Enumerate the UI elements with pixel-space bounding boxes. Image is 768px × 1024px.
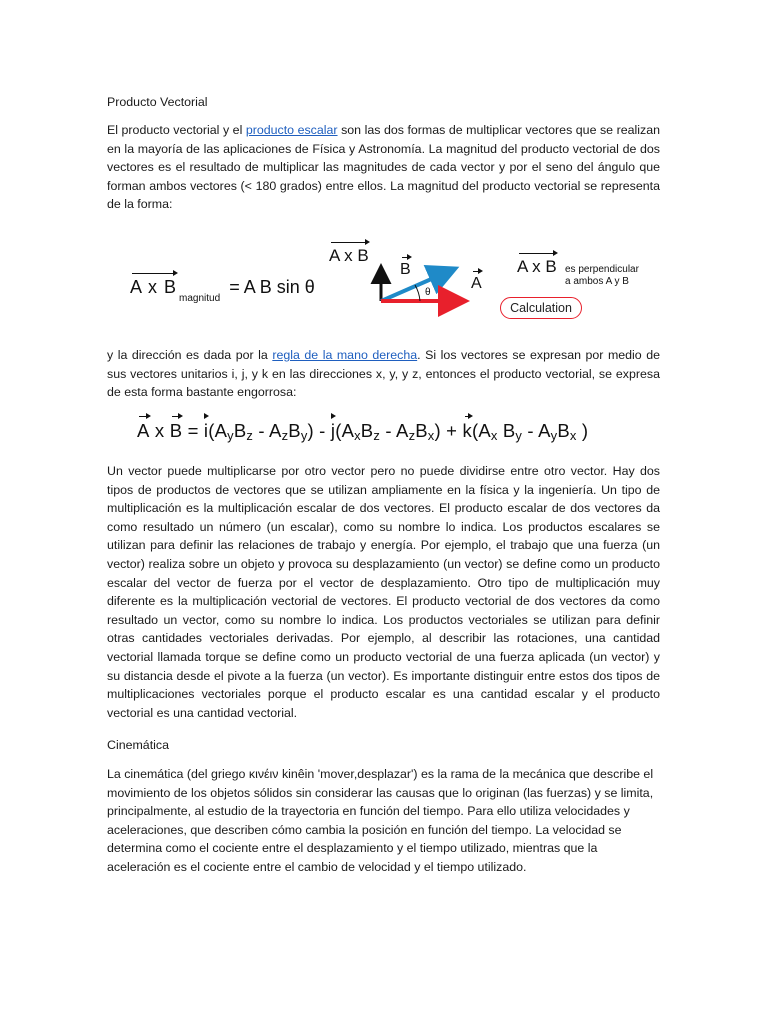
diagram-axb-label: A x B bbox=[329, 246, 369, 265]
vector-b-arrow bbox=[381, 270, 452, 301]
perpendicular-note: es perpendicular a ambos A y B bbox=[565, 264, 639, 287]
calculation-button[interactable] bbox=[500, 297, 582, 319]
component-formula: A x $B = i(A_yB_z - A_zB_y) - j(A_xB_z - A_zB_x) + k(A_x$ $B_y - A_yB_x$ ) bbox=[137, 420, 589, 443]
products-paragraph: Un vector puede multiplicarse por otro vector pero no puede dividirse entre otro vector. Hay dos tipos de productos de vectores que se utilizan ampliamente en la física y la ingeniería. Un tipo de multiplicación es la multiplicación escalar de dos vectores. El producto escalar de dos vectores da como resultado un número (un escalar), como su nombre lo indica. Los productos escalares se utilizan para definir las relaciones de trabajo y energía. Por ejemplo, el trabajo que una fuerza (un vector) realiza sobre un objeto y provoca su desplazamiento (un vector) se define como un producto escalar del vector de fuerza por el vector de desplazamiento. Otro tipo de multiplicación muy diferente es la multiplicación vectorial de vectores. El producto vectorial de dos vectores da como resultado un vector, como su nombre lo indica. Los productos vectoriales se utilizan para definir otras cantidades vectoriales derivadas. Por ejemplo, al describir las rotaciones, una cantidad vectorial llamada torque se define como un producto vectorial de una fuerza aplicada (un vector) y su distancia desde el pivote a la fuerza (un vector). Es importante distinguir entre estos dos tipos de multiplicaciones vectoriales porque el producto escalar es una cantidad escalar y el producto vectorial es una cantidad vectorial. bbox=[107, 464, 660, 720]
page-title: Producto Vectorial bbox=[107, 95, 208, 109]
angle-arc bbox=[415, 285, 420, 301]
diagram-theta-label: θ bbox=[425, 287, 431, 298]
cinematica-paragraph: La cinemática (del griego κινέιν kinêin 'mover,desplazar') es la rama de la mecánica que describe el movimiento de los objetos sólidos sin considerar las causas que lo originan (las fuerzas) y se limita, principalmente, al estudio de la trayectoria en función del tiempo. Para ello utiliza velocidades y aceleraciones, que describen cómo cambia la posición en función del tiempo. La velocidad se determina como el cociente entre el desplazamiento y el tiempo utilizado, mientras que la aceleración es el cociente entre el cambio de velocidad y el tiempo utilizado. bbox=[107, 767, 654, 874]
intro-text-start: El producto vectorial y el bbox=[107, 123, 246, 137]
formula-subscript: magnitud bbox=[179, 293, 221, 304]
intro-paragraph bbox=[107, 121, 660, 214]
formula-vectors: A x B bbox=[130, 277, 178, 297]
direction-text-start: y la dirección es dada por la bbox=[107, 348, 273, 362]
section-heading-cinematica: Cinemática bbox=[107, 738, 169, 752]
intro-text-end: son las dos formas de multiplicar vectores que se realizan en la mayoría de las aplicaciones de Física y Astronomía. La magnitud del producto vectorial de dos vectores es el resultado de multiplicar las magnitudes de cada vector y por el seno del ángulo que forman ambos vectores (< 180 grados) entre ellos. La magnitud del producto vectorial se representa de la forma: bbox=[107, 123, 660, 212]
calculation-label: Calculation bbox=[510, 301, 572, 315]
diagram-a-label: A bbox=[471, 275, 482, 292]
cross-product-figure bbox=[107, 235, 667, 335]
direction-text-end: . Si los vectores se expresan por medio de sus vectores unitarios i, j, y k en las direcciones x, y, y z, entonces el producto vectorial, se expresa de esta forma bastante engorrosa: bbox=[107, 348, 660, 400]
magnitude-formula bbox=[130, 277, 315, 304]
regla-mano-derecha-link[interactable]: regla de la mano derecha bbox=[272, 348, 418, 362]
formula-rhs: = A B sin θ bbox=[229, 277, 315, 297]
producto-escalar-link[interactable]: producto escalar bbox=[245, 123, 338, 137]
right-axb-label: A x B bbox=[517, 257, 557, 276]
diagram-b-label: B bbox=[400, 261, 411, 278]
direction-paragraph bbox=[107, 346, 660, 402]
